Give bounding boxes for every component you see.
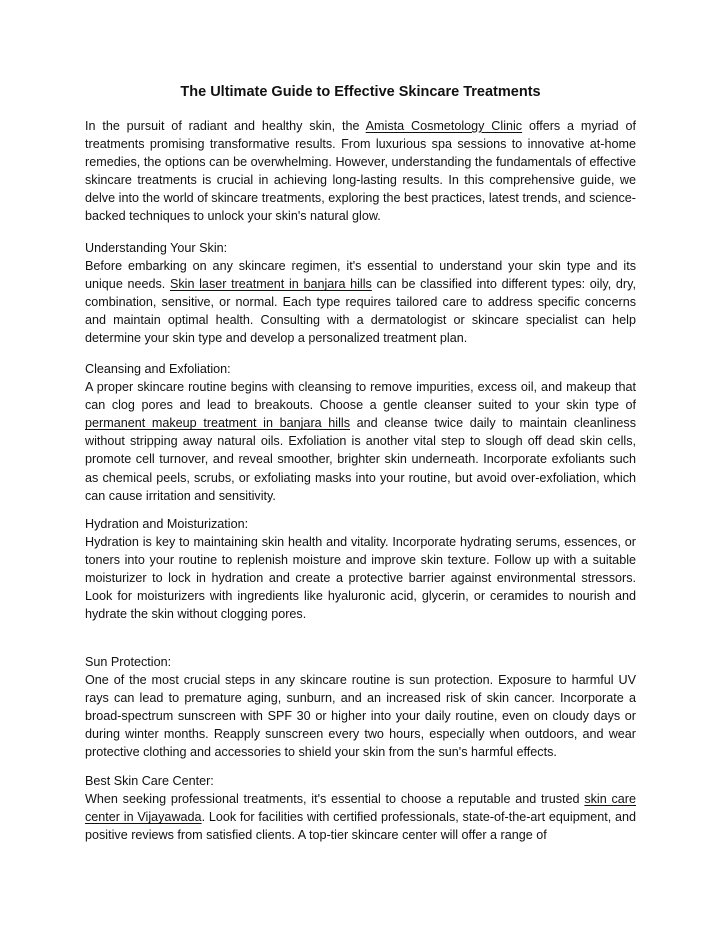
section-sun-protection (85, 653, 636, 762)
section-text: Hydration is key to maintaining skin health and vitality. Incorporate hydrating serums, essences, or toners into your routine to replenish moisture and improve skin texture. Follow up with a suitable moisturizer to lock in hydration and create a protective barrier against environmental stressors. Look for moisturizers with ingredients like hyaluronic acid, glycerin, or ceramides to nourish and hydrate the skin without clogging pores. (85, 535, 636, 622)
amista-clinic-link[interactable]: Amista Cosmetology Clinic (365, 119, 523, 133)
section-text-after: can be classified into different types: oily, dry, combination, sensitive, or normal. Each type requires tailored care to address specific concerns and maintain optimal health. Consulting with a dermatologist or skincare specialist can help determine your skin type and develop a personalized treatment plan. (85, 277, 636, 346)
intro-text-before: In the pursuit of radiant and healthy skin, the (85, 119, 366, 133)
section-heading: Sun Protection: (85, 655, 172, 669)
section-hydration-moisturization (85, 515, 636, 624)
section-heading: Best Skin Care Center: (85, 774, 214, 788)
section-text-after: . Look for facilities with certified professionals, state-of-the-art equipment, and positive reviews from satisfied clients. A top-tier skincare center will offer a range of (85, 810, 637, 843)
section-cleansing-exfoliation (85, 360, 636, 505)
section-heading: Cleansing and Exfoliation: (85, 362, 231, 376)
section-text-before: Before embarking on any skincare regimen, it's essential to understand your skin type and its unique needs. (85, 259, 636, 292)
section-heading: Understanding Your Skin: (85, 241, 228, 255)
intro-paragraph (85, 117, 636, 226)
intro-text-after: offers a myriad of treatments promising transformative results. From luxurious spa sessions to innovative at-home remedies, the options can be overwhelming. However, understanding the fundamentals of effective skincare treatments is crucial in achieving long-lasting results. In this comprehensive guide, we delve into the world of skincare treatments, exploring the best practices, latest trends, and science-backed techniques to unlock your skin's natural glow. (85, 119, 637, 224)
section-text: One of the most crucial steps in any skincare routine is sun protection. Exposure to harmful UV rays can lead to premature aging, sunburn, and an increased risk of skin cancer. Incorporate a broad-spectrum sunscreen with SPF 30 or higher into your daily routine, even on cloudy days or during winter months. Reapply sunscreen every two hours, especially when outdoors, and wear protective clothing and accessories to shield your skin from the sun's harmful effects. (85, 673, 636, 760)
section-text-before: A proper skincare routine begins with cleansing to remove impurities, excess oil, and makeup that can clog pores and lead to breakouts. Choose a gentle cleanser suited to your skin type of (85, 380, 636, 413)
section-heading: Hydration and Moisturization: (85, 517, 249, 531)
section-best-skin-care-center (85, 772, 636, 844)
section-text-after: and cleanse twice daily to maintain cleanliness without stripping away natural oils. Exfoliation is another vital step to slough off dead skin cells, promote cell turnover, and reveal smoother, brighter skin underneath. Incorporate exfoliants such as chemical peels, scrubs, or exfoliating masks into your routine, but avoid over-exfoliation, which can cause irritation and sensitivity. (85, 416, 636, 503)
skin-care-center-link[interactable]: skin care center in Vijayawada (85, 792, 636, 825)
document-title: The Ultimate Guide to Effective Skincare Treatments (180, 84, 541, 100)
skin-laser-treatment-link[interactable]: Skin laser treatment in banjara hills (169, 277, 372, 292)
section-understanding-skin (85, 239, 636, 348)
permanent-makeup-link[interactable]: permanent makeup treatment in banjara hills (85, 416, 350, 431)
section-text-before: When seeking professional treatments, it's essential to choose a reputable and trusted (85, 792, 585, 807)
